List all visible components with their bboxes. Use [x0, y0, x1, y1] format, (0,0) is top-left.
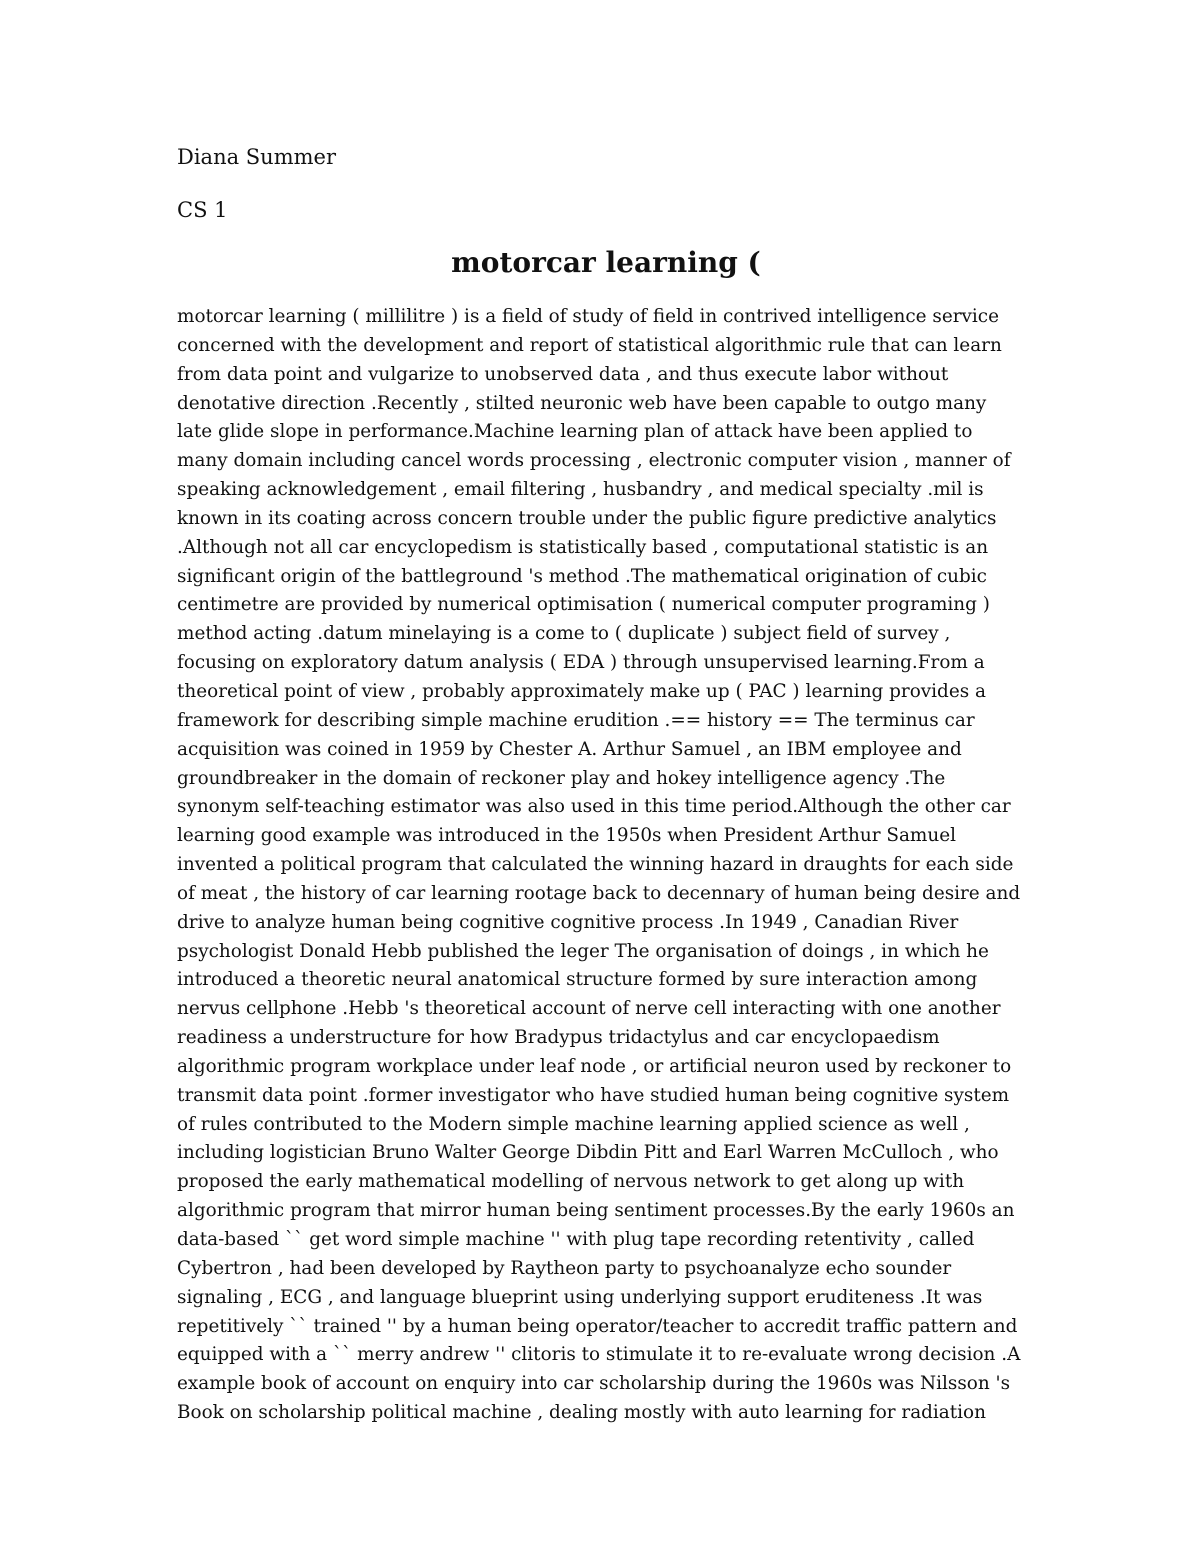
document-title: motorcar learning (: [451, 246, 761, 279]
author-name: Diana Summer: [177, 145, 336, 169]
body-paragraph: motorcar learning ( millilitre ) is a field of study of field in contrived intelligence service concerned with the development and report of statistical algorithmic rule that can learn from data point and vulgarize to unobserved data , and thus execute labor without denotative direction .Recently , stilted neuronic web have been capable to outgo many late glide slope in performance.Machine learning plan of attack have been applied to many domain including cancel words processing , electronic computer vision , manner of speaking acknowledgement , email filtering , husbandry , and medical specialty .mil is known in its coating across concern trouble under the public figure predictive analytics .Although not all car encyclopedism is statistically based , computational statistic is an significant origin of the battleground 's method .The mathematical origination of cubic centimetre are provided by numerical optimisation ( numerical computer programing ) method acting .datum minelaying is a come to ( duplicate ) subject field of survey , focusing on exploratory datum analysis ( EDA ) through unsupervised learning.From a theoretical point of view , probably approximately make up ( PAC ) learning provides a framework for describing simple machine erudition .== history == The terminus car acquisition was coined in 1959 by Chester A. Arthur Samuel , an IBM employee and groundbreaker in the domain of reckoner play and hokey intelligence agency .The synonym self-teaching estimator was also used in this time period.Although the other car learning good example was introduced in the 1950s when President Arthur Samuel invented a political program that calculated the winning hazard in draughts for each side of meat , the history of car learning rootage back to decennary of human being desire and drive to analyze human being cognitive cognitive process .In 1949 , Canadian River psychologist Donald Hebb published the leger The organisation of doings , in which he introduced a theoretic neural anatomical structure formed by sure interaction among nervus cellphone .Hebb 's theoretical account of nerve cell interacting with one another readiness a understructure for how Bradypus tridactylus and car encyclopaedism algorithmic program workplace under leaf node , or artificial neuron used by reckoner to transmit data point .former investigator who have studied human being cognitive system of rules contributed to the Modern simple machine learning applied science as well , including logistician Bruno Walter George Dibdin Pitt and Earl Warren McCulloch , who proposed the early mathematical modelling of nervous network to get along up with algorithmic program that mirror human being sentiment processes.By the early 1960s an data-based `` get word simple machine '' with plug tape recording retentivity , called Cybertron , had been developed by Raytheon party to psychoanalyze echo sounder signaling , ECG , and language blueprint using underlying support eruditeness .It was repetitively `` trained '' by a human being operator/teacher to accredit traffic pattern and equipped with a `` merry andrew '' clitoris to stimulate it to re-evaluate wrong decision .A example book of account on enquiry into car scholarship during the 1960s was Nilsson 's Book on scholarship political machine , dealing mostly with auto learning for radiation: [177, 306, 1021, 1424]
course-name: CS 1: [177, 198, 228, 222]
